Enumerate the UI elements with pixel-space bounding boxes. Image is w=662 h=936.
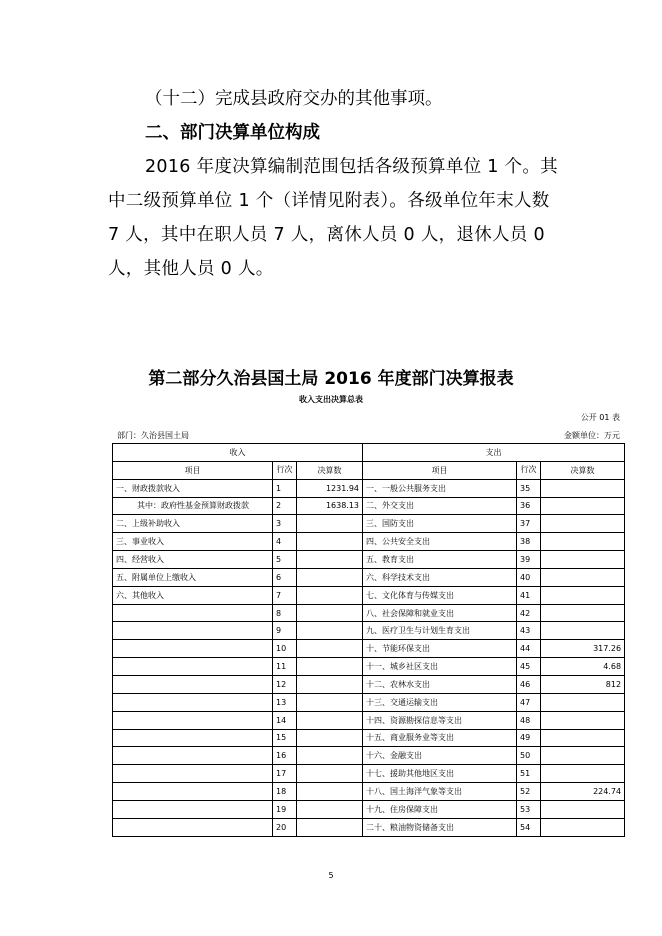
expense-row-number-cell: 46 [517,675,541,693]
income-row-number-cell: 14 [273,711,297,729]
expense-item-cell: 四、公共安全支出 [363,533,517,551]
table-row [113,497,625,515]
section-heading: 二、部门决算单位构成 [145,123,320,143]
income-amount-cell [297,568,363,586]
income-amount-cell [297,800,363,818]
income-amount-cell [297,818,363,836]
income-amount-cell [297,747,363,765]
expense-amount-cell [541,551,625,569]
expense-amount-cell [541,515,625,533]
form-number: 公开 01 表 [580,413,620,422]
expense-amount-cell [541,818,625,836]
income-amount-cell [297,783,363,801]
expense-row-number-cell: 44 [517,640,541,658]
table-row [113,711,625,729]
income-amount-cell [297,622,363,640]
expense-amount-cell [541,711,625,729]
table-row [113,675,625,693]
expense-item-cell: 五、教育支出 [363,551,517,569]
income-amount-cell [297,765,363,783]
expense-row-number-cell: 42 [517,604,541,622]
table-row [113,747,625,765]
table-row [113,800,625,818]
income-amount-cell [297,711,363,729]
expense-row-number-cell: 48 [517,711,541,729]
expense-row-header: 行次 [517,461,541,479]
income-item-cell: 二、上级补助收入 [113,515,273,533]
expense-amount-cell: 812 [541,675,625,693]
income-amount-header: 决算数 [297,461,363,479]
expense-row-number-cell: 47 [517,693,541,711]
expense-amount-cell [541,693,625,711]
table-row [113,640,625,658]
income-row-number-cell: 4 [273,533,297,551]
income-item-cell: 一、财政拨款收入 [113,479,273,497]
income-item-cell: 四、经营收入 [113,551,273,569]
income-item-cell: 三、事业收入 [113,533,273,551]
expense-amount-cell: 224.74 [541,783,625,801]
income-item-header: 项目 [113,461,273,479]
income-row-number-cell: 9 [273,622,297,640]
expense-row-number-cell: 53 [517,800,541,818]
expense-amount-cell: 4.68 [541,658,625,676]
expense-amount-cell [541,586,625,604]
income-row-number-cell: 13 [273,693,297,711]
income-item-cell [113,658,273,676]
income-row-number-cell: 12 [273,675,297,693]
table-row [113,765,625,783]
income-expense-table [112,443,625,837]
table-row [113,693,625,711]
expense-amount-cell [541,497,625,515]
income-amount-cell [297,729,363,747]
table-row [113,533,625,551]
income-row-number-cell: 16 [273,747,297,765]
expense-amount-cell [541,604,625,622]
expense-row-number-cell: 40 [517,568,541,586]
income-amount-cell [297,675,363,693]
expense-amount-cell [541,622,625,640]
income-row-number-cell: 10 [273,640,297,658]
expense-item-cell: 二十、粮油物资储备支出 [363,818,517,836]
expense-amount-cell [541,765,625,783]
income-item-cell [113,693,273,711]
expense-row-number-cell: 38 [517,533,541,551]
income-amount-cell [297,515,363,533]
income-row-number-cell: 8 [273,604,297,622]
table-row [113,586,625,604]
income-item-cell [113,818,273,836]
expense-group-header: 支出 [363,444,625,462]
expense-row-number-cell: 41 [517,586,541,604]
expense-row-number-cell: 50 [517,747,541,765]
page-number: 5 [328,871,334,880]
expense-item-cell: 七、文化体育与传媒支出 [363,586,517,604]
expense-item-cell: 十一、城乡社区支出 [363,658,517,676]
income-row-number-cell: 7 [273,586,297,604]
expense-amount-header: 决算数 [541,461,625,479]
income-row-number-cell: 5 [273,551,297,569]
expense-row-number-cell: 51 [517,765,541,783]
income-item-cell [113,622,273,640]
report-subtitle: 收入支出决算总表 [299,395,363,404]
expense-row-number-cell: 36 [517,497,541,515]
expense-item-cell: 十三、交通运输支出 [363,693,517,711]
income-item-cell [113,783,273,801]
income-row-number-cell: 6 [273,568,297,586]
expense-amount-cell [541,568,625,586]
income-row-number-cell: 2 [273,497,297,515]
expense-item-cell: 十五、商业服务业等支出 [363,729,517,747]
expense-amount-cell [541,747,625,765]
income-row-number-cell: 17 [273,765,297,783]
expense-item-cell: 二、外交支出 [363,497,517,515]
report-title: 第二部分久治县国土局 2016 年度部门决算报表 [148,369,514,389]
expense-row-number-cell: 52 [517,783,541,801]
paragraph-item-12: （十二）完成县政府交办的其他事项。 [145,89,443,109]
income-amount-cell: 1231.94 [297,479,363,497]
income-amount-cell [297,586,363,604]
income-item-cell [113,765,273,783]
income-amount-cell [297,693,363,711]
expense-item-cell: 十四、资源勘探信息等支出 [363,711,517,729]
expense-amount-cell: 317.26 [541,640,625,658]
income-amount-cell [297,640,363,658]
table-row [113,818,625,836]
table-row [113,658,625,676]
income-item-cell [113,604,273,622]
expense-amount-cell [541,800,625,818]
table-row [113,515,625,533]
expense-row-number-cell: 45 [517,658,541,676]
expense-row-number-cell: 35 [517,479,541,497]
income-item-cell [113,747,273,765]
expense-item-cell: 十八、国土海洋气象等支出 [363,783,517,801]
expense-row-number-cell: 49 [517,729,541,747]
income-row-number-cell: 11 [273,658,297,676]
expense-row-number-cell: 43 [517,622,541,640]
income-row-number-cell: 19 [273,800,297,818]
income-item-cell [113,800,273,818]
table-row [113,479,625,497]
table-row [113,551,625,569]
department-label: 部门：久治县国土局 [117,431,189,440]
income-amount-cell [297,604,363,622]
expense-item-cell: 十二、农林水支出 [363,675,517,693]
expense-amount-cell [541,479,625,497]
income-row-number-cell: 3 [273,515,297,533]
expense-item-cell: 三、国防支出 [363,515,517,533]
table-row [113,622,625,640]
expense-row-number-cell: 54 [517,818,541,836]
income-item-cell: 其中：政府性基金预算财政拨款 [113,497,273,515]
expense-item-cell: 六、科学技术支出 [363,568,517,586]
expense-item-cell: 一、一般公共服务支出 [363,479,517,497]
income-row-number-cell: 1 [273,479,297,497]
expense-item-cell: 八、社会保障和就业支出 [363,604,517,622]
income-item-cell [113,729,273,747]
income-row-number-cell: 15 [273,729,297,747]
expense-item-cell: 十九、住房保障支出 [363,800,517,818]
expense-item-cell: 十、节能环保支出 [363,640,517,658]
amount-unit-label: 金额单位：万元 [564,431,620,440]
expense-item-header: 项目 [363,461,517,479]
expense-row-number-cell: 39 [517,551,541,569]
income-item-cell: 六、其他收入 [113,586,273,604]
expense-item-cell: 十七、援助其他地区支出 [363,765,517,783]
expense-item-cell: 九、医疗卫生与计划生育支出 [363,622,517,640]
income-row-number-cell: 18 [273,783,297,801]
income-item-cell: 五、附属单位上缴收入 [113,568,273,586]
expense-item-cell: 十六、金融支出 [363,747,517,765]
expense-row-number-cell: 37 [517,515,541,533]
body-paragraph: 2016 年度决算编制范围包括各级预算单位 1 个。其中二级预算单位 1 个（详情见附表）。各级单位年末人数 7 人，其中在职人员 7 人，离休人员 0 人，退休人员 0 人，其他人员 0 人。 [108,157,558,279]
table-row [113,568,625,586]
income-amount-cell [297,658,363,676]
income-amount-cell [297,551,363,569]
table-row [113,729,625,747]
expense-amount-cell [541,729,625,747]
income-amount-cell: 1638.13 [297,497,363,515]
table-row [113,783,625,801]
income-amount-cell [297,533,363,551]
income-item-cell [113,640,273,658]
income-group-header: 收入 [113,444,363,462]
income-item-cell [113,675,273,693]
table-row [113,604,625,622]
income-row-header: 行次 [273,461,297,479]
expense-amount-cell [541,533,625,551]
income-row-number-cell: 20 [273,818,297,836]
income-item-cell [113,711,273,729]
